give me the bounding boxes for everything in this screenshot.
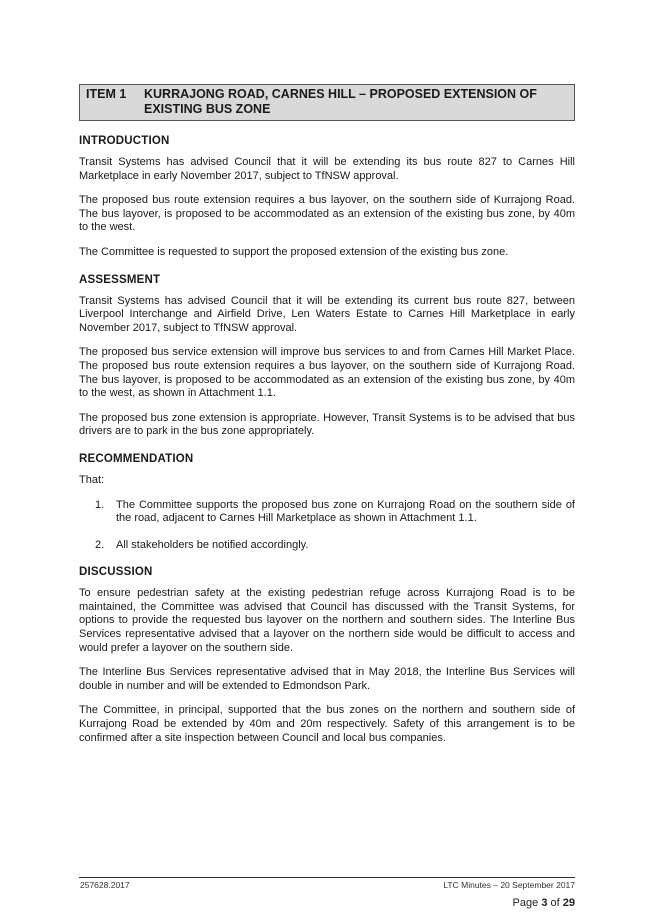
- recommendation-item-text: All stakeholders be notified accordingly.: [116, 538, 309, 551]
- item-title-box: [79, 84, 575, 121]
- recommendation-item: [79, 499, 575, 526]
- recommendation-heading: RECOMMENDATION: [79, 452, 194, 465]
- introduction-paragraph: The Committee is requested to support the proposed extension of the existing bus zone.: [79, 245, 509, 258]
- recommendation-intro: That:: [79, 473, 105, 486]
- discussion-paragraph: To ensure pedestrian safety at the existing pedestrian refuge across Kurrajong Road is to be maintained, the Committee was advised that Council has discussed with the Transit Systems, for options to provide the requested bus layover on the northern and southern sides. The Interline Bus Services representative advised that a layover on the northern side would be difficult to access and would prefer a layover on the southern side.: [79, 587, 575, 654]
- page-prefix: Page: [512, 897, 539, 909]
- discussion-paragraph: The Committee, in principal, supported that the bus zones on the northern and southern side of Kurrajong Road be extended by 40m and 20m respectively. Safety of this arrangement is to be confirmed after a site inspection between Council and local bus companies.: [79, 704, 575, 744]
- footer-divider: [79, 877, 575, 878]
- recommendation-list: [79, 499, 575, 553]
- page-total: 29: [562, 897, 575, 909]
- introduction-paragraph: The proposed bus route extension requires a bus layover, on the southern side of Kurrajong Road. The bus layover, is proposed to be accommodated as an extension of the existing bus zone, by 40m to the west.: [79, 194, 575, 234]
- introduction-heading: INTRODUCTION: [79, 135, 170, 147]
- item-number: ITEM 1: [86, 87, 127, 101]
- page-current: 3: [541, 897, 548, 909]
- footer-reference: 257628.2017: [80, 880, 130, 890]
- assessment-paragraph: Transit Systems has advised Council that it will be extending its current bus route 827, between Liverpool Interchange and Airfield Drive, Len Waters Estate to Carnes Hill Marketplace in early November 2017, subject to TfNSW approval.: [79, 294, 575, 334]
- page-of: of: [550, 897, 560, 909]
- page-number: [513, 897, 575, 909]
- footer-meeting-title: LTC Minutes – 20 September 2017: [443, 880, 575, 890]
- introduction-paragraph: Transit Systems has advised Council that it will be extending its bus route 827 to Carnes Hill Marketplace in early November 2017, subject to TfNSW approval.: [79, 156, 575, 182]
- item-title: KURRAJONG ROAD, CARNES HILL – PROPOSED EXTENSION OF EXISTING BUS ZONE: [144, 87, 537, 116]
- recommendation-item-number: 1.: [95, 498, 105, 511]
- recommendation-item: [79, 539, 575, 553]
- document-page: [79, 84, 575, 756]
- assessment-paragraph: The proposed bus zone extension is appropriate. However, Transit Systems is to be advised that bus drivers are to park in the bus zone appropriately.: [79, 411, 575, 438]
- recommendation-item-number: 2.: [95, 538, 105, 551]
- assessment-heading: ASSESSMENT: [79, 273, 161, 286]
- discussion-heading: DISCUSSION: [79, 566, 153, 579]
- assessment-paragraph: The proposed bus service extension will improve bus services to and from Carnes Hill Market Place. The proposed bus route extension requires a bus layover, on the southern side of Kurrajong Road. The bus layover, is proposed to be accommodated as an extension of the existing bus zone, by 40m to the west, as shown in Attachment 1.1.: [79, 346, 575, 400]
- recommendation-item-text: The Committee supports the proposed bus zone on Kurrajong Road on the southern side of the road, adjacent to Carnes Hill Marketplace as shown in Attachment 1.1.: [116, 498, 575, 525]
- discussion-paragraph: The Interline Bus Services representative advised that in May 2018, the Interline Bus Services will double in number and will be extended to Edmondson Park.: [79, 666, 575, 692]
